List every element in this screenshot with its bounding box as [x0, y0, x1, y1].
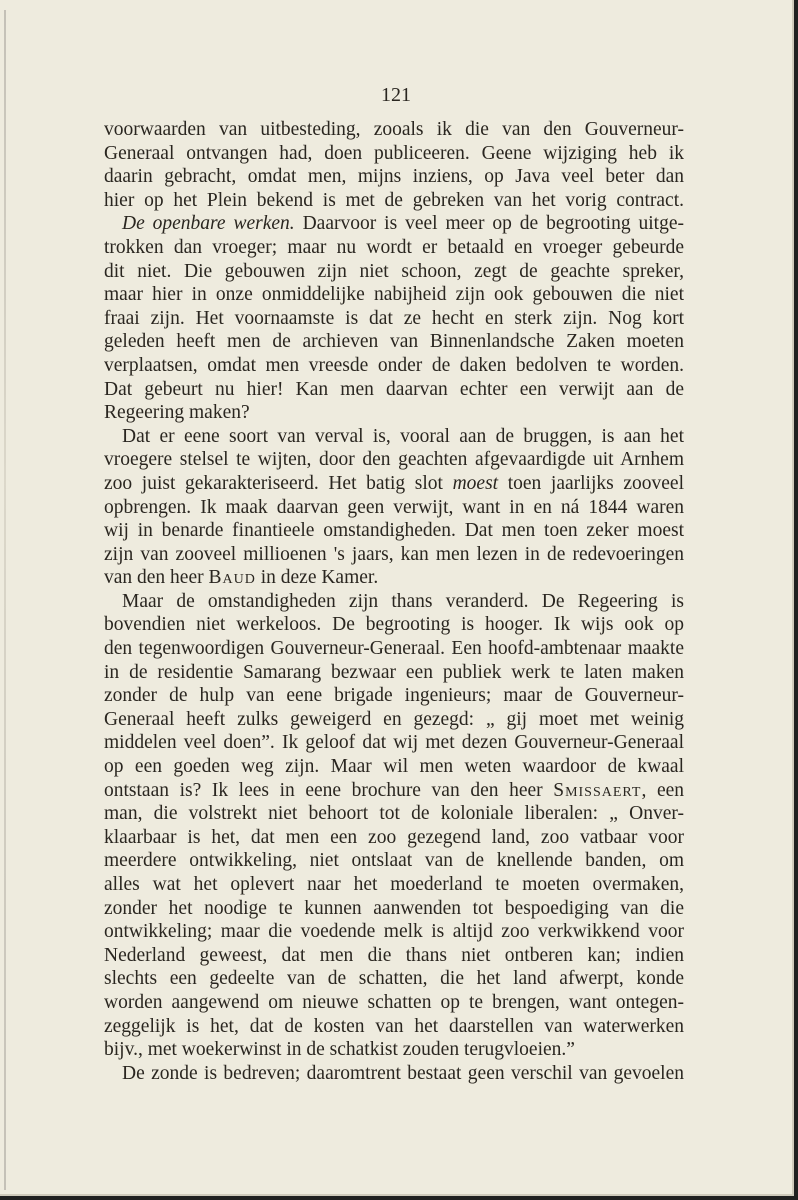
- text-line: klaarbaar is het, dat men een zoo gezegend land, zoo vatbaar voor: [104, 826, 684, 848]
- body-text: [104, 118, 684, 1085]
- text-line: fraai zijn. Het voornaamste is dat ze hecht en sterk zijn. Nog kort: [104, 307, 684, 329]
- page-gutter-shadow: [4, 10, 6, 1190]
- text-line: trokken dan vroeger; maar nu wordt er betaald en vroeger gebeurde: [104, 236, 684, 258]
- section-heading: De openbare werken.: [122, 213, 295, 235]
- text-line: zonder het noodige te kunnen aanwenden tot bespoediging van die: [104, 897, 684, 919]
- text-fragment: ontstaan is? Ik lees in eene brochure van den heer: [104, 779, 554, 801]
- text-line: Maar de omstandigheden zijn thans veranderd. De Regeering is: [122, 590, 684, 612]
- text-line: bijv., met woekerwinst in de schatkist zouden terugvloeien.”: [104, 1039, 575, 1061]
- text-fragment: Daarvoor is veel meer op de begrooting uitge-: [294, 213, 684, 235]
- text-line: hier op het Plein bekend is met de gebreken van het vorig contract.: [104, 189, 684, 211]
- emphasis: moest: [452, 472, 499, 494]
- page-number: 121: [381, 84, 411, 106]
- text-line: Dat er eene soort van verval is, vooral aan de bruggen, is aan het: [122, 425, 684, 447]
- text-fragment: zoo juist gekarakteriseerd. Het batig slot: [104, 472, 453, 494]
- text-line: alles wat het oplevert naar het moederland te moeten overmaken,: [104, 874, 684, 895]
- text-line: vroegere stelsel te wijten, door den geachten afgevaardigde uit Arnhem: [104, 449, 684, 471]
- text-line: worden aangewend om nieuwe schatten op te brengen, want ontegen-: [104, 991, 684, 1013]
- text-line: bovendien niet werkeloos. De begrooting is hooger. Ik wijs ook op: [104, 614, 684, 636]
- text-line: daarin gebracht, omdat men, mijns inziens, op Java veel beter dan: [104, 166, 684, 188]
- text-line: meerdere ontwikkeling, niet ontslaat van de knellende banden, om: [104, 850, 684, 872]
- name-smissaert: Smissaert: [553, 779, 642, 801]
- text-line: in de residentie Samarang bezwaar een publiek werk te laten maken: [104, 661, 684, 683]
- text-fragment: in deze Kamer.: [255, 567, 379, 589]
- text-line: [104, 779, 684, 803]
- text-line: geleden heeft men de archieven van Binnenlandsche Zaken moeten: [104, 331, 684, 353]
- text-line: Generaal heeft zulks geweigerd en gezegd: „ gij moet met weinig: [104, 708, 684, 730]
- text-fragment: van den heer: [104, 567, 209, 589]
- text-line: [104, 472, 684, 496]
- text-line: Regeering maken?: [104, 402, 250, 424]
- text-line: [104, 566, 684, 590]
- text-line: [104, 212, 684, 236]
- text-line: slechts een gedeelte van de schatten, die het land afwerpt, konde: [104, 968, 684, 990]
- text-line: voorwaarden van uitbesteding, zooals ik die van den Gouverneur-: [104, 119, 684, 140]
- text-line: wij in benarde finantieele omstandigheden. Dat men toen zeker moest: [104, 520, 684, 542]
- text-line: den tegenwoordigen Gouverneur-Generaal. Een hoofd-ambtenaar maakte: [104, 638, 684, 660]
- text-line: verplaatsen, omdat men vreesde onder de daken bedolven te worden.: [104, 354, 684, 376]
- text-line: opbrengen. Ik maak daarvan geen verwijt, want in en ná 1844 waren: [104, 496, 684, 518]
- text-line: man, die volstrekt niet behoort tot de koloniale liberalen: „ Onver-: [104, 803, 684, 825]
- text-line: maar hier in onze onmiddelijke nabijheid zijn ook gebouwen die niet: [104, 284, 684, 306]
- name-baud: Baud: [208, 567, 256, 589]
- text-line: Nederland geweest, dat men die thans niet ontberen kan; indien: [104, 944, 684, 966]
- text-fragment: , een: [641, 779, 685, 801]
- text-line: op een goeden weg zijn. Maar wil men weten waardoor de kwaal: [104, 756, 684, 778]
- text-line: ontwikkeling; maar die voedende melk is altijd zoo verkwikkend voor: [104, 921, 684, 943]
- text-line: zonder de hulp van eene brigade ingenieurs; maar de Gouverneur-: [104, 685, 684, 707]
- text-line: zeggelijk is het, dat de kosten van het daarstellen van waterwerken: [104, 1015, 684, 1037]
- text-line: Generaal ontvangen had, doen publiceeren. Geene wijziging heb ik: [104, 142, 684, 164]
- text-line: Dat gebeurt nu hier! Kan men daarvan echter een verwijt aan de: [104, 378, 684, 400]
- text-line: middelen veel doen”. Ik geloof dat wij met dezen Gouverneur-Generaal: [104, 732, 684, 754]
- text-line: De zonde is bedreven; daaromtrent bestaat geen verschil van gevoelen: [122, 1062, 684, 1084]
- text-line: zijn van zooveel millioenen 's jaars, kan men lezen in de redevoeringen: [104, 543, 684, 565]
- text-fragment: toen jaarlijks zooveel: [498, 472, 684, 494]
- text-line: dit niet. Die gebouwen zijn niet schoon, zegt de geachte spreker,: [104, 260, 684, 282]
